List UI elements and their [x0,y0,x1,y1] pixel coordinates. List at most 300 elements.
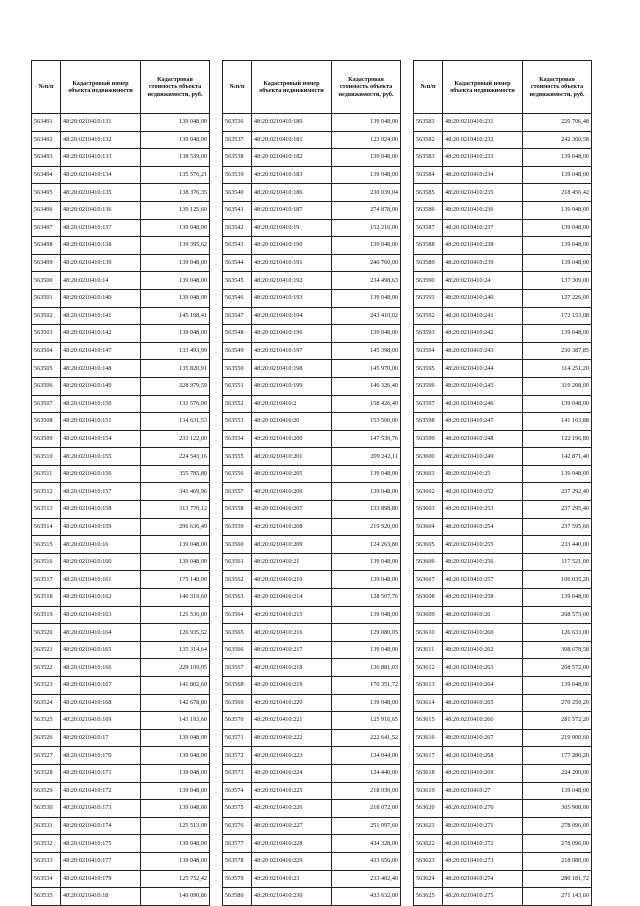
row-number: 563573 [223,764,252,782]
row-number: 563600 [414,448,443,466]
cadastral-number: 48:20:0210410:214 [252,589,332,607]
row-number: 563504 [32,342,61,360]
row-number: 563584 [414,166,443,184]
table-row [223,254,401,272]
cadastral-value: 125 752,42 [141,870,210,888]
row-number: 563612 [414,659,443,677]
cadastral-number: 48:20:0210410:262 [443,641,523,659]
table-row [414,589,592,607]
row-number: 563623 [414,852,443,870]
cadastral-number: 48:20:0210410:234 [443,166,523,184]
cadastral-value: 122 196,80 [523,430,592,448]
cadastral-value: 274 878,00 [332,201,401,219]
table-row [223,237,401,255]
cadastral-value: 139 395,62 [141,237,210,255]
row-number: 563538 [223,149,252,167]
row-number: 563506 [32,377,61,395]
row-number: 563494 [32,166,61,184]
cadastral-number: 48:20:0210410:18 [61,888,141,906]
table-row [32,764,210,782]
cadastral-number: 48:20:0210410:252 [443,483,523,501]
table-row [32,747,210,765]
cadastral-value: 281 572,20 [523,712,592,730]
row-number: 563571 [223,729,252,747]
table-row [414,677,592,695]
table-row [32,377,210,395]
cadastral-value: 242 360,58 [523,131,592,149]
cadastral-number: 48:20:0210410:16 [61,536,141,554]
cadastral-number: 48:20:0210410:174 [61,817,141,835]
table-row [32,430,210,448]
cadastral-value: 139 048,00 [141,747,210,765]
cadastral-value: 124 263,80 [332,536,401,554]
row-number: 563549 [223,342,252,360]
cadastral-number: 48:20:0210410:225 [252,782,332,800]
table-row [32,465,210,483]
cadastral-value: 296 636,49 [141,518,210,536]
cadastral-number: 48:20:0210410:20 [252,413,332,431]
cadastral-number: 48:20:0210410:23 [252,870,332,888]
table-row [223,325,401,343]
cadastral-number: 48:20:0210410:161 [61,571,141,589]
table-row [32,237,210,255]
cadastral-value: 218 456,42 [523,184,592,202]
cadastral-value: 139 125,60 [141,201,210,219]
row-number: 563560 [223,536,252,554]
cadastral-value: 172 153,08 [523,307,592,325]
row-number: 563502 [32,307,61,325]
cadastral-number: 48:20:0210410:173 [61,800,141,818]
cadastral-value: 143 193,60 [141,712,210,730]
cadastral-value: 230 039,04 [332,184,401,202]
cadastral-number: 48:20:0210410:267 [443,729,523,747]
cadastral-number: 48:20:0210410:181 [252,131,332,149]
row-number: 563503 [32,325,61,343]
row-number: 563579 [223,870,252,888]
row-number: 563548 [223,325,252,343]
cadastral-number: 48:20:0210410:142 [61,325,141,343]
table-row [223,307,401,325]
cadastral-number: 48:20:0210410:194 [252,307,332,325]
header-number: №п/п [32,61,61,114]
cadastral-value: 139 048,00 [141,114,210,132]
table-row [32,114,210,132]
row-number: 563542 [223,219,252,237]
register-table-1 [31,60,210,906]
row-number: 563505 [32,360,61,378]
table-row [414,342,592,360]
table-row [414,307,592,325]
cadastral-number: 48:20:0210410:245 [443,377,523,395]
cadastral-value: 139 048,00 [523,782,592,800]
table-row [32,289,210,307]
cadastral-number: 48:20:0210410:27 [443,782,523,800]
cadastral-number: 48:20:0210410:205 [252,465,332,483]
row-number: 563531 [32,817,61,835]
row-number: 563572 [223,747,252,765]
table-row [223,413,401,431]
cadastral-value: 139 048,00 [332,694,401,712]
cadastral-number: 48:20:0210410:263 [443,659,523,677]
table-row [32,641,210,659]
table-row [414,201,592,219]
row-number: 563546 [223,289,252,307]
row-number: 563526 [32,729,61,747]
cadastral-value: 234 498,63 [332,272,401,290]
table-row [414,430,592,448]
table-row [414,641,592,659]
table-row [414,325,592,343]
row-number: 563501 [32,289,61,307]
table-row [223,536,401,554]
table-row [223,835,401,853]
cadastral-value: 237 295,40 [523,501,592,519]
cadastral-number: 48:20:0210410:218 [252,659,332,677]
cadastral-value: 139 048,00 [332,641,401,659]
cadastral-value: 233 122,00 [141,430,210,448]
table-row [414,553,592,571]
cadastral-value: 233 440,00 [523,536,592,554]
table-row [414,184,592,202]
table-row [32,536,210,554]
cadastral-value: 139 048,00 [332,325,401,343]
row-number: 563611 [414,641,443,659]
table-row [414,219,592,237]
table-row [414,395,592,413]
row-number: 563588 [414,237,443,255]
register-table-3 [413,60,592,906]
cadastral-number: 48:20:0210410:275 [443,888,523,906]
cadastral-number: 48:20:0210410:149 [61,377,141,395]
table-row [414,413,592,431]
cadastral-number: 48:20:0210410:244 [443,360,523,378]
cadastral-value: 125 916,65 [332,712,401,730]
row-number: 563596 [414,377,443,395]
cadastral-number: 48:20:0210410:198 [252,360,332,378]
table-row [32,518,210,536]
table-row [223,131,401,149]
row-number: 563512 [32,483,61,501]
row-number: 563532 [32,835,61,853]
cadastral-value: 208 573,00 [523,606,592,624]
row-number: 563570 [223,712,252,730]
row-number: 563580 [223,888,252,906]
table-row [32,272,210,290]
row-number: 563595 [414,360,443,378]
row-number: 563510 [32,448,61,466]
cadastral-value: 139 048,00 [523,677,592,695]
cadastral-number: 48:20:0210410:236 [443,201,523,219]
row-number: 563574 [223,782,252,800]
row-number: 563593 [414,325,443,343]
cadastral-number: 48:20:0210410:255 [443,536,523,554]
table-row [414,870,592,888]
row-number: 563497 [32,219,61,237]
cadastral-number: 48:20:0210410:162 [61,589,141,607]
table-row [223,395,401,413]
cadastral-value: 135 576,21 [141,166,210,184]
table-row [223,589,401,607]
row-number: 563559 [223,518,252,536]
cadastral-number: 48:20:0210410:229 [252,852,332,870]
table-row [32,149,210,167]
row-number: 563556 [223,465,252,483]
cadastral-value: 139 048,00 [141,325,210,343]
cadastral-number: 48:20:0210410:219 [252,677,332,695]
cadastral-number: 48:20:0210410:190 [252,237,332,255]
row-number: 563614 [414,694,443,712]
cadastral-value: 139 048,00 [332,465,401,483]
row-number: 563618 [414,764,443,782]
table-row [414,606,592,624]
cadastral-number: 48:20:0210410:264 [443,677,523,695]
cadastral-number: 48:20:0210410:258 [443,589,523,607]
cadastral-number: 48:20:0210410:271 [443,817,523,835]
cadastral-value: 139 048,00 [332,571,401,589]
cadastral-value: 139 048,00 [523,465,592,483]
row-number: 563515 [32,536,61,554]
row-number: 563545 [223,272,252,290]
cadastral-number: 48:20:0210410:182 [252,149,332,167]
row-number: 563523 [32,677,61,695]
cadastral-number: 48:20:0210410:136 [61,201,141,219]
table-row [223,501,401,519]
cadastral-number: 48:20:0210410:228 [252,835,332,853]
cadastral-number: 48:20:0210410:159 [61,518,141,536]
cadastral-value: 128 507,76 [332,589,401,607]
cadastral-value: 175 140,00 [141,571,210,589]
cadastral-value: 319 208,00 [523,377,592,395]
header-number: №п/п [414,61,443,114]
table-row [414,149,592,167]
table-row [32,870,210,888]
cadastral-value: 139 048,00 [141,272,210,290]
cadastral-number: 48:20:0210410:210 [252,571,332,589]
row-number: 563513 [32,501,61,519]
row-number: 563496 [32,201,61,219]
row-number: 563582 [414,131,443,149]
table-row [223,149,401,167]
cadastral-value: 278 096,00 [523,817,592,835]
table-row [32,307,210,325]
cadastral-value: 139 048,00 [141,782,210,800]
table-row [223,712,401,730]
cadastral-number: 48:20:0210410:167 [61,677,141,695]
cadastral-number: 48:20:0210410:224 [252,764,332,782]
row-number: 563581 [414,114,443,132]
table-row [414,377,592,395]
table-row [223,518,401,536]
cadastral-value: 308 678,58 [523,641,592,659]
cadastral-value: 230 387,85 [523,342,592,360]
row-number: 563625 [414,888,443,906]
table-row [223,800,401,818]
cadastral-number: 48:20:0210410:247 [443,413,523,431]
row-number: 563575 [223,800,252,818]
row-number: 563508 [32,413,61,431]
cadastral-value: 134 044,00 [332,747,401,765]
row-number: 563564 [223,606,252,624]
row-number: 563491 [32,114,61,132]
table-row [223,289,401,307]
cadastral-value: 220 706,48 [523,114,592,132]
cadastral-value: 278 096,00 [523,835,592,853]
table-row [32,219,210,237]
table-row [223,817,401,835]
cadastral-value: 139 048,00 [523,325,592,343]
cadastral-number: 48:20:0210410:165 [61,641,141,659]
table-row [32,395,210,413]
table-row [32,501,210,519]
cadastral-number: 48:20:0210410:170 [61,747,141,765]
cadastral-value: 139 048,00 [523,166,592,184]
cadastral-value: 139 048,00 [141,289,210,307]
table-row [223,852,401,870]
cadastral-value: 126 935,52 [141,624,210,642]
row-number: 563563 [223,589,252,607]
cadastral-value: 139 048,00 [141,254,210,272]
cadastral-number: 48:20:0210410:177 [61,852,141,870]
cadastral-number: 48:20:0210410:164 [61,624,141,642]
row-number: 563514 [32,518,61,536]
cadastral-value: 139 048,00 [523,589,592,607]
cadastral-number: 48:20:0210410:156 [61,465,141,483]
cadastral-value: 139 048,00 [523,237,592,255]
cadastral-number: 48:20:0210410:231 [443,114,523,132]
row-number: 563547 [223,307,252,325]
table-header-row [223,61,401,114]
cadastral-value: 131 576,00 [141,395,210,413]
cadastral-number: 48:20:0210410:186 [252,184,332,202]
table-row [414,360,592,378]
cadastral-number: 48:20:0210410:235 [443,184,523,202]
cadastral-number: 48:20:0210410:197 [252,342,332,360]
table-row [414,131,592,149]
row-number: 563557 [223,483,252,501]
header-number: №п/п [223,61,252,114]
header-cadastral-number: Кадастровый номер объекта недвижимости [61,61,141,114]
row-number: 563527 [32,747,61,765]
row-number: 563607 [414,571,443,589]
row-number: 563587 [414,219,443,237]
cadastral-number: 48:20:0210410:183 [252,166,332,184]
cadastral-number: 48:20:0210410:209 [252,536,332,554]
table-row [223,219,401,237]
cadastral-value: 341 469,96 [141,483,210,501]
cadastral-value: 114 251,20 [523,360,592,378]
cadastral-value: 218 072,00 [332,800,401,818]
cadastral-value: 139 048,00 [141,800,210,818]
row-number: 563555 [223,448,252,466]
row-number: 563522 [32,659,61,677]
table-row [414,835,592,853]
row-number: 563566 [223,641,252,659]
cadastral-number: 48:20:0210410:168 [61,694,141,712]
row-number: 563608 [414,589,443,607]
row-number: 563519 [32,606,61,624]
cadastral-number: 48:20:0210410:206 [252,483,332,501]
row-number: 563521 [32,641,61,659]
cadastral-value: 139 048,00 [141,536,210,554]
row-number: 563589 [414,254,443,272]
row-number: 563554 [223,430,252,448]
cadastral-number: 48:20:0210410:24 [443,272,523,290]
cadastral-value: 127 226,00 [523,289,592,307]
table-row [414,764,592,782]
cadastral-number: 48:20:0210410:14 [61,272,141,290]
cadastral-number: 48:20:0210410:180 [252,114,332,132]
cadastral-value: 305 908,00 [523,800,592,818]
cadastral-number: 48:20:0210410:132 [61,131,141,149]
cadastral-number: 48:20:0210410:25 [443,465,523,483]
cadastral-value: 271 143,60 [523,888,592,906]
table-row [32,483,210,501]
cadastral-value: 139 048,00 [523,395,592,413]
table-row [223,342,401,360]
row-number: 563537 [223,131,252,149]
cadastral-value: 218 030,00 [332,782,401,800]
cadastral-number: 48:20:0210410:154 [61,430,141,448]
table-row [414,817,592,835]
table-row [414,571,592,589]
cadastral-value: 237 292,40 [523,483,592,501]
cadastral-value: 139 048,00 [141,219,210,237]
cadastral-value: 208 572,00 [523,659,592,677]
row-number: 563609 [414,606,443,624]
cadastral-value: 133 493,99 [141,342,210,360]
table-row [32,342,210,360]
table-row [32,712,210,730]
table-row [414,536,592,554]
cadastral-number: 48:20:0210410:243 [443,342,523,360]
cadastral-number: 48:20:0210410:239 [443,254,523,272]
table-row [223,166,401,184]
table-row [32,360,210,378]
cadastral-number: 48:20:0210410:148 [61,360,141,378]
row-number: 563591 [414,289,443,307]
cadastral-number: 48:20:0210410:160 [61,553,141,571]
cadastral-number: 48:20:0210410:141 [61,307,141,325]
cadastral-number: 48:20:0210410:135 [61,184,141,202]
cadastral-value: 142 871,40 [523,448,592,466]
table-row [414,659,592,677]
cadastral-value: 224 543,16 [141,448,210,466]
cadastral-value: 106 035,20 [523,571,592,589]
cadastral-number: 48:20:0210410:230 [252,888,332,906]
cadastral-number: 48:20:0210410:215 [252,606,332,624]
cadastral-number: 48:20:0210410:253 [443,501,523,519]
row-number: 563492 [32,131,61,149]
cadastral-value: 270 259,20 [523,694,592,712]
cadastral-number: 48:20:0210410:274 [443,870,523,888]
cadastral-number: 48:20:0210410:147 [61,342,141,360]
table-row [414,254,592,272]
row-number: 563592 [414,307,443,325]
cadastral-number: 48:20:0210410:200 [252,430,332,448]
row-number: 563624 [414,870,443,888]
cadastral-number: 48:20:0210410:222 [252,729,332,747]
row-number: 563621 [414,817,443,835]
table-row [32,166,210,184]
cadastral-number: 48:20:0210410:242 [443,325,523,343]
row-number: 563602 [414,483,443,501]
cadastral-number: 48:20:0210410:217 [252,641,332,659]
table-row [32,413,210,431]
header-cadastral-value: Кадастровая стоимость объекта недвижимости, руб. [523,61,592,114]
row-number: 563544 [223,254,252,272]
table-row [414,747,592,765]
row-number: 563518 [32,589,61,607]
